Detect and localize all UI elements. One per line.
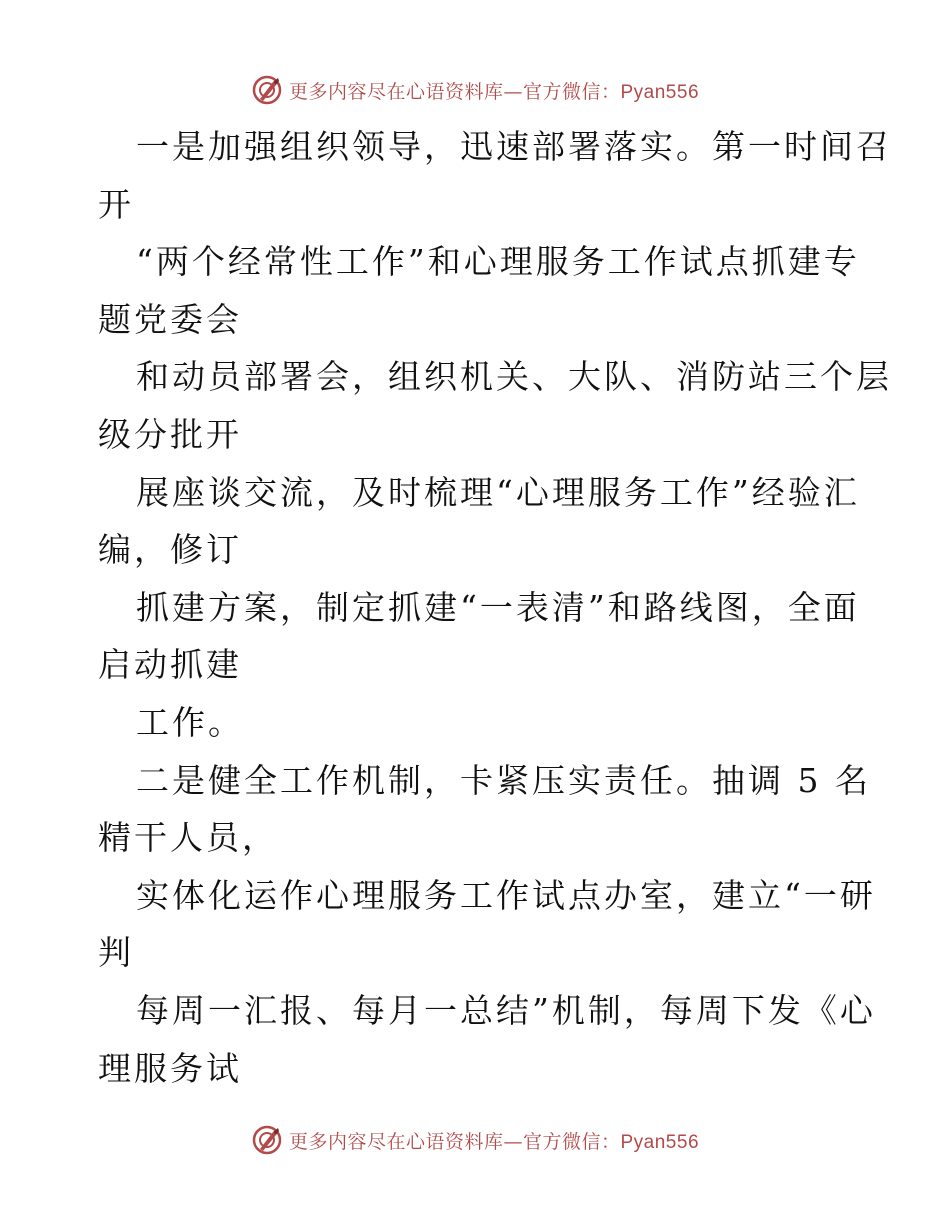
- body-line: 一是加强组织领导，迅速部署落实。第一时间召: [136, 127, 892, 166]
- body-line: “两个经常性工作”和心理服务工作试点抓建专: [136, 242, 860, 282]
- body-line: 工作。: [136, 702, 244, 742]
- body-line: 抓建方案，制定抓建“一表清”和路线图，全面: [136, 587, 860, 627]
- body-line: 精干人员，: [98, 818, 278, 858]
- footer-watermark-label: 更多内容尽在心语资料库—官方微信：: [288, 1130, 621, 1153]
- body-line: 每周一汇报、每月一总结”机制，每周下发《心: [136, 990, 876, 1030]
- body-line: 编，修订: [98, 530, 242, 570]
- footer-watermark-id: Pyan556: [620, 1131, 700, 1153]
- body-line: 级分批开: [98, 414, 242, 454]
- header-watermark-id: Pyan556: [620, 81, 700, 103]
- body-line: 理服务试: [98, 1048, 242, 1088]
- red-seal-icon: [251, 1124, 283, 1156]
- header-watermark-text: [289, 77, 699, 104]
- body-line: 二是健全工作机制，卡紧压实责任。抽调 5 名: [136, 760, 871, 800]
- body-line: 题党委会: [98, 299, 242, 339]
- header-watermark: [0, 70, 950, 110]
- body-line: 实体化运作心理服务工作试点办室，建立“一研: [136, 875, 876, 915]
- footer-watermark: [0, 1120, 950, 1160]
- red-seal-icon: [251, 74, 283, 106]
- body-line: 和动员部署会，组织机关、大队、消防站三个层: [136, 357, 892, 397]
- body-line: 启动抓建: [98, 645, 242, 685]
- body-line: 判: [98, 933, 134, 973]
- header-watermark-label: 更多内容尽在心语资料库—官方微信：: [288, 80, 621, 103]
- document-body: [98, 118, 892, 1097]
- body-line: 开: [98, 184, 134, 224]
- body-line: 展座谈交流，及时梳理“心理服务工作”经验汇: [136, 472, 860, 512]
- footer-watermark-text: [289, 1127, 699, 1154]
